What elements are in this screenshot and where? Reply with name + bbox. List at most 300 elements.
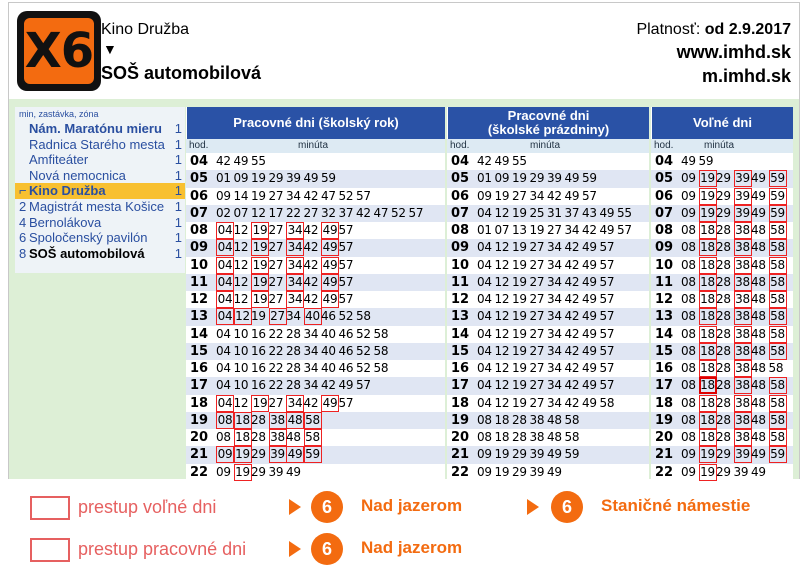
departure-minute[interactable]: 08 <box>681 223 696 237</box>
departure-minute[interactable]: 42 <box>564 309 580 324</box>
departure-minute[interactable]: 27 <box>303 205 319 220</box>
departure-minute[interactable]: 08 <box>477 412 492 427</box>
departure-minute[interactable]: 42 <box>564 395 580 410</box>
departure-minute[interactable]: 07 <box>494 223 510 237</box>
departure-minute[interactable]: 08 <box>681 395 696 410</box>
departure-minute[interactable]: 18 <box>494 430 510 444</box>
departure-minute[interactable]: 48 <box>751 412 766 427</box>
departure-minute[interactable]: 58 <box>768 361 784 375</box>
departure-minute[interactable]: 34 <box>547 309 562 324</box>
departure-minute[interactable]: 29 <box>716 447 731 462</box>
departure-minute[interactable]: 55 <box>617 205 632 220</box>
departure-minute[interactable]: 42 <box>303 292 319 306</box>
departure-minute-transfer[interactable]: 58 <box>770 343 785 358</box>
departure-minute[interactable]: 09 <box>477 447 492 462</box>
departure-minute[interactable]: 49 <box>751 171 766 186</box>
departure-minute[interactable]: 48 <box>751 343 766 358</box>
departure-minute-transfer[interactable]: 59 <box>770 188 785 203</box>
departure-minute[interactable]: 49 <box>751 188 766 203</box>
departure-minute[interactable]: 29 <box>716 188 731 203</box>
departure-minute[interactable]: 29 <box>512 464 527 479</box>
departure-minute[interactable]: 29 <box>716 171 731 186</box>
departure-minute[interactable]: 28 <box>512 430 527 444</box>
departure-minute[interactable]: 12 <box>233 292 249 306</box>
departure-minute[interactable]: 42 <box>564 326 580 341</box>
departure-minute[interactable]: 34 <box>286 309 301 324</box>
departure-minute[interactable]: 48 <box>751 361 766 375</box>
departure-minute[interactable]: 28 <box>251 430 266 444</box>
departure-minute[interactable]: 39 <box>286 171 301 186</box>
departure-minute-transfer[interactable]: 49 <box>322 395 338 410</box>
departure-minute[interactable]: 12 <box>494 257 510 272</box>
departure-minute[interactable]: 29 <box>512 447 527 462</box>
departure-minute-transfer[interactable]: 04 <box>217 257 233 272</box>
departure-minute-transfer[interactable]: 59 <box>770 447 785 462</box>
departure-minute[interactable]: 57 <box>582 188 597 203</box>
departure-minute[interactable]: 40 <box>321 343 336 358</box>
departure-minute[interactable]: 08 <box>681 361 696 375</box>
departure-minute[interactable]: 39 <box>733 464 749 479</box>
departure-minute[interactable]: 17 <box>268 205 284 220</box>
departure-minute[interactable]: 19 <box>512 205 527 220</box>
departure-minute[interactable]: 52 <box>338 188 354 203</box>
departure-minute[interactable]: 28 <box>251 412 266 427</box>
departure-minute-transfer[interactable]: 58 <box>770 395 785 410</box>
departure-minute[interactable]: 27 <box>529 274 545 289</box>
departure-minute[interactable]: 19 <box>494 447 510 462</box>
departure-minute[interactable]: 57 <box>599 326 615 341</box>
departure-minute-transfer[interactable]: 04 <box>217 309 233 324</box>
departure-minute[interactable]: 04 <box>477 240 492 255</box>
line-6-badge[interactable]: 6 <box>311 491 343 523</box>
departure-minute[interactable]: 49 <box>582 274 597 289</box>
departure-minute[interactable]: 19 <box>251 309 266 324</box>
departure-minute-transfer[interactable]: 27 <box>270 309 285 324</box>
departure-minute-transfer[interactable]: 38 <box>270 412 285 427</box>
departure-minute-transfer[interactable]: 58 <box>770 326 785 341</box>
departure-minute[interactable]: 46 <box>338 343 354 358</box>
departure-minute[interactable]: 57 <box>599 309 615 324</box>
departure-minute[interactable]: 59 <box>564 447 580 462</box>
departure-minute[interactable]: 28 <box>716 292 731 306</box>
departure-minute[interactable]: 09 <box>681 171 696 186</box>
departure-minute[interactable]: 57 <box>356 378 371 393</box>
departure-minute[interactable]: 09 <box>216 188 231 203</box>
departure-minute-transfer[interactable]: 19 <box>700 464 715 479</box>
departure-minute[interactable]: 04 <box>477 395 492 410</box>
departure-minute[interactable]: 08 <box>681 378 696 393</box>
departure-minute-transfer[interactable]: 40 <box>305 309 320 324</box>
departure-minute-transfer[interactable]: 19 <box>700 188 715 203</box>
departure-minute[interactable]: 08 <box>681 430 696 444</box>
departure-minute[interactable]: 42 <box>564 378 580 393</box>
departure-minute[interactable]: 16 <box>251 378 266 393</box>
departure-minute[interactable]: 49 <box>547 447 562 462</box>
departure-minute-transfer[interactable]: 38 <box>735 395 750 410</box>
departure-minute-transfer[interactable]: 38 <box>735 378 750 393</box>
departure-minute[interactable]: 08 <box>681 292 696 306</box>
departure-minute[interactable]: 55 <box>512 154 527 168</box>
departure-minute[interactable]: 42 <box>564 274 580 289</box>
departure-minute[interactable]: 39 <box>529 464 545 479</box>
departure-minute[interactable]: 07 <box>233 205 249 220</box>
departure-minute[interactable]: 09 <box>494 171 510 186</box>
departure-minute[interactable]: 57 <box>599 343 615 358</box>
departure-minute[interactable]: 52 <box>338 309 354 324</box>
departure-minute[interactable]: 19 <box>512 309 527 324</box>
departure-minute[interactable]: 34 <box>529 188 545 203</box>
departure-minute[interactable]: 12 <box>233 223 249 237</box>
stop-item[interactable] <box>15 152 185 168</box>
departure-minute[interactable]: 28 <box>716 378 731 393</box>
line-6-badge[interactable]: 6 <box>311 533 343 565</box>
departure-minute[interactable]: 08 <box>681 309 696 324</box>
line-6-badge[interactable]: 6 <box>551 491 583 523</box>
departure-minute-transfer[interactable]: 18 <box>700 326 715 341</box>
departure-minute[interactable]: 48 <box>751 274 766 289</box>
departure-minute[interactable]: 42 <box>216 154 231 168</box>
departure-minute-transfer[interactable]: 38 <box>735 292 750 306</box>
departure-minute-transfer[interactable]: 19 <box>252 395 268 410</box>
departure-minute[interactable]: 49 <box>599 223 615 237</box>
departure-minute[interactable]: 01 <box>216 171 231 186</box>
departure-minute[interactable]: 42 <box>564 343 580 358</box>
departure-minute-transfer[interactable]: 19 <box>252 257 268 272</box>
departure-minute[interactable]: 29 <box>251 464 266 479</box>
departure-minute[interactable]: 40 <box>321 326 336 341</box>
departure-minute[interactable]: 12 <box>494 292 510 306</box>
stop-item[interactable] <box>15 137 185 153</box>
departure-minute[interactable]: 28 <box>716 240 731 255</box>
departure-minute[interactable]: 19 <box>512 395 527 410</box>
departure-minute[interactable]: 19 <box>512 292 527 306</box>
stop-item[interactable] <box>15 215 185 231</box>
departure-minute[interactable]: 09 <box>477 188 492 203</box>
departure-minute[interactable]: 19 <box>512 274 527 289</box>
departure-minute[interactable]: 19 <box>512 240 527 255</box>
departure-minute[interactable]: 49 <box>582 240 597 255</box>
departure-minute-transfer[interactable]: 34 <box>287 395 303 410</box>
departure-minute-transfer[interactable]: 49 <box>322 223 338 237</box>
departure-minute[interactable]: 08 <box>681 240 696 255</box>
departure-minute[interactable]: 38 <box>529 430 545 444</box>
departure-minute-transfer[interactable]: 18 <box>700 343 715 358</box>
departure-minute[interactable]: 49 <box>582 257 597 272</box>
departure-minute-transfer[interactable]: 04 <box>217 240 233 255</box>
departure-minute[interactable]: 13 <box>512 223 527 237</box>
departure-minute[interactable]: 28 <box>716 430 731 444</box>
departure-minute-transfer[interactable]: 38 <box>270 430 285 444</box>
departure-minute[interactable]: 48 <box>547 412 562 427</box>
departure-minute[interactable]: 04 <box>477 361 492 375</box>
departure-minute[interactable]: 49 <box>599 205 615 220</box>
departure-minute-transfer[interactable]: 38 <box>735 430 750 444</box>
departure-minute-transfer[interactable]: 04 <box>217 223 233 237</box>
departure-minute-transfer[interactable]: 19 <box>235 447 250 462</box>
departure-minute[interactable]: 16 <box>251 343 266 358</box>
departure-minute[interactable]: 27 <box>529 309 545 324</box>
departure-minute[interactable]: 49 <box>582 361 597 375</box>
departure-minute[interactable]: 48 <box>751 395 766 410</box>
departure-minute[interactable]: 28 <box>716 257 731 272</box>
departure-minute-transfer[interactable]: 18 <box>700 378 715 393</box>
departure-minute[interactable]: 48 <box>286 430 301 444</box>
departure-minute[interactable]: 12 <box>251 205 266 220</box>
departure-minute[interactable]: 34 <box>547 343 562 358</box>
departure-minute[interactable]: 27 <box>529 326 545 341</box>
departure-minute[interactable]: 49 <box>494 154 510 168</box>
website-link[interactable]: www.imhd.sk <box>676 42 791 62</box>
departure-minute[interactable]: 12 <box>233 240 249 255</box>
departure-minute-transfer[interactable]: 18 <box>700 257 715 272</box>
departure-minute-transfer[interactable]: 18 <box>235 412 250 427</box>
departure-minute[interactable]: 04 <box>477 378 492 393</box>
departure-minute[interactable]: 49 <box>233 154 249 168</box>
departure-minute[interactable]: 49 <box>582 309 597 324</box>
departure-minute-transfer[interactable]: 59 <box>770 205 785 220</box>
departure-minute-transfer[interactable]: 38 <box>735 326 750 341</box>
departure-minute[interactable]: 49 <box>582 326 597 341</box>
departure-minute[interactable]: 27 <box>268 257 284 272</box>
transfer-destination[interactable]: Nad jazerom <box>361 496 463 515</box>
departure-minute-transfer[interactable]: 19 <box>252 292 268 306</box>
departure-minute[interactable]: 39 <box>268 464 284 479</box>
departure-minute[interactable]: 08 <box>681 257 696 272</box>
departure-minute[interactable]: 27 <box>268 292 284 306</box>
departure-minute[interactable]: 42 <box>564 361 580 375</box>
departure-minute[interactable]: 34 <box>286 188 301 203</box>
departure-minute[interactable]: 27 <box>268 395 284 410</box>
departure-minute[interactable]: 58 <box>564 412 580 427</box>
departure-minute-transfer[interactable]: 19 <box>235 464 250 479</box>
departure-minute[interactable]: 27 <box>268 274 284 289</box>
departure-minute-transfer[interactable]: 38 <box>735 412 750 427</box>
departure-minute-transfer[interactable]: 12 <box>235 309 250 324</box>
departure-minute[interactable]: 27 <box>529 240 545 255</box>
departure-minute[interactable]: 32 <box>321 205 336 220</box>
stop-item[interactable] <box>15 199 185 215</box>
departure-minute[interactable]: 28 <box>286 378 301 393</box>
departure-minute[interactable]: 18 <box>494 412 510 427</box>
current-stop[interactable] <box>15 183 185 199</box>
departure-minute-transfer[interactable]: 18 <box>700 395 715 410</box>
departure-minute[interactable]: 42 <box>564 292 580 306</box>
departure-minute-transfer[interactable]: 39 <box>735 188 750 203</box>
departure-minute-transfer[interactable]: 58 <box>770 378 785 393</box>
departure-minute-transfer[interactable]: 18 <box>700 223 715 237</box>
departure-minute-transfer[interactable]: 18 <box>700 292 715 306</box>
departure-minute[interactable]: 42 <box>303 274 319 289</box>
departure-minute[interactable]: 34 <box>547 257 562 272</box>
departure-minute-transfer[interactable]: 18 <box>700 361 715 375</box>
departure-minute[interactable]: 55 <box>251 154 266 168</box>
departure-minute-transfer[interactable]: 58 <box>770 309 785 324</box>
departure-minute[interactable]: 19 <box>251 188 266 203</box>
departure-minute[interactable]: 28 <box>716 395 731 410</box>
departure-minute[interactable]: 29 <box>268 171 284 186</box>
departure-minute[interactable]: 31 <box>547 205 562 220</box>
departure-minute[interactable]: 28 <box>512 412 527 427</box>
departure-minute[interactable]: 09 <box>681 205 696 220</box>
departure-minute[interactable]: 49 <box>547 464 562 479</box>
departure-minute-transfer[interactable]: 39 <box>270 447 285 462</box>
departure-minute-transfer[interactable]: 49 <box>322 292 338 306</box>
departure-minute-transfer[interactable]: 39 <box>735 205 750 220</box>
departure-minute[interactable]: 49 <box>286 464 301 479</box>
departure-minute-transfer[interactable]: 08 <box>217 412 233 427</box>
departure-minute[interactable]: 58 <box>373 326 389 341</box>
departure-minute-transfer[interactable]: 58 <box>770 257 785 272</box>
departure-minute[interactable]: 34 <box>547 274 562 289</box>
departure-minute-transfer[interactable]: 34 <box>287 292 303 306</box>
departure-minute[interactable]: 57 <box>338 274 354 289</box>
departure-minute-transfer[interactable]: 34 <box>287 274 303 289</box>
departure-minute[interactable]: 57 <box>599 378 615 393</box>
departure-minute[interactable]: 19 <box>494 188 510 203</box>
departure-minute-transfer[interactable]: 19 <box>252 274 268 289</box>
departure-minute[interactable]: 59 <box>698 154 714 168</box>
departure-minute-transfer[interactable]: 04 <box>217 274 233 289</box>
departure-minute-transfer[interactable]: 04 <box>217 395 233 410</box>
departure-minute[interactable]: 09 <box>216 464 231 479</box>
departure-minute[interactable]: 10 <box>233 378 249 393</box>
departure-minute[interactable]: 04 <box>477 326 492 341</box>
departure-minute[interactable]: 19 <box>494 464 510 479</box>
departure-minute[interactable]: 29 <box>529 171 545 186</box>
departure-minute[interactable]: 04 <box>477 343 492 358</box>
departure-minute-transfer[interactable]: 58 <box>770 240 785 255</box>
departure-minute[interactable]: 19 <box>251 171 266 186</box>
departure-minute-transfer[interactable]: 38 <box>735 223 750 237</box>
departure-minute[interactable]: 27 <box>268 223 284 237</box>
departure-minute[interactable]: 49 <box>582 292 597 306</box>
departure-minute[interactable]: 04 <box>216 361 231 375</box>
departure-minute[interactable]: 48 <box>751 326 766 341</box>
departure-minute[interactable]: 57 <box>599 292 615 306</box>
departure-minute[interactable]: 52 <box>356 326 371 341</box>
departure-minute[interactable]: 28 <box>716 361 731 375</box>
departure-minute-transfer[interactable]: 49 <box>322 240 338 255</box>
departure-minute[interactable]: 10 <box>233 326 249 341</box>
departure-minute[interactable]: 12 <box>494 378 510 393</box>
departure-minute[interactable]: 12 <box>233 274 249 289</box>
departure-minute-transfer[interactable]: 18 <box>700 412 715 427</box>
departure-minute[interactable]: 04 <box>477 292 492 306</box>
departure-minute[interactable]: 04 <box>477 257 492 272</box>
departure-minute[interactable]: 57 <box>599 240 615 255</box>
departure-minute[interactable]: 19 <box>512 171 527 186</box>
departure-minute[interactable]: 12 <box>233 395 249 410</box>
departure-minute[interactable]: 42 <box>582 223 597 237</box>
departure-minute[interactable]: 01 <box>477 223 492 237</box>
departure-minute[interactable]: 19 <box>512 343 527 358</box>
departure-minute[interactable]: 49 <box>582 395 597 410</box>
departure-minute[interactable]: 37 <box>338 205 354 220</box>
departure-minute[interactable]: 16 <box>251 361 266 375</box>
departure-minute[interactable]: 58 <box>373 361 389 375</box>
departure-minute[interactable]: 19 <box>512 326 527 341</box>
departure-minute[interactable]: 48 <box>751 378 766 393</box>
departure-minute-transfer[interactable]: 19 <box>700 447 715 462</box>
departure-minute[interactable]: 34 <box>303 361 319 375</box>
departure-minute[interactable]: 22 <box>268 326 284 341</box>
departure-minute[interactable]: 39 <box>547 171 562 186</box>
departure-minute[interactable]: 02 <box>216 205 231 220</box>
departure-minute[interactable]: 28 <box>716 343 731 358</box>
departure-minute[interactable]: 46 <box>338 361 354 375</box>
departure-minute-transfer[interactable]: 58 <box>770 292 785 306</box>
departure-minute-transfer[interactable]: 38 <box>735 240 750 255</box>
departure-minute[interactable]: 12 <box>494 361 510 375</box>
departure-minute[interactable]: 42 <box>356 205 371 220</box>
departure-minute[interactable]: 12 <box>494 343 510 358</box>
departure-minute-transfer[interactable]: 38 <box>735 309 750 324</box>
departure-minute[interactable]: 04 <box>477 274 492 289</box>
departure-minute-transfer[interactable]: 39 <box>735 447 750 462</box>
departure-minute[interactable]: 34 <box>547 326 562 341</box>
departure-minute[interactable]: 57 <box>338 292 354 306</box>
departure-minute[interactable]: 27 <box>529 395 545 410</box>
departure-minute[interactable]: 27 <box>512 188 527 203</box>
departure-minute[interactable]: 40 <box>321 361 336 375</box>
transfer-destination[interactable]: Nad jazerom <box>361 538 463 557</box>
departure-minute[interactable]: 34 <box>303 343 319 358</box>
departure-minute[interactable]: 08 <box>216 430 231 444</box>
departure-minute[interactable]: 25 <box>529 205 545 220</box>
departure-minute-transfer[interactable]: 19 <box>252 223 268 237</box>
departure-minute[interactable]: 04 <box>477 309 492 324</box>
stop-item[interactable] <box>15 121 185 137</box>
departure-minute[interactable]: 49 <box>564 171 580 186</box>
departure-minute[interactable]: 09 <box>681 188 696 203</box>
departure-minute[interactable]: 59 <box>582 171 597 186</box>
stop-item[interactable] <box>15 168 185 184</box>
departure-minute[interactable]: 08 <box>681 274 696 289</box>
departure-minute[interactable]: 52 <box>356 343 371 358</box>
departure-minute[interactable]: 28 <box>716 223 731 237</box>
transfer-destination[interactable]: Staničné námestie <box>601 496 751 515</box>
departure-minute[interactable]: 42 <box>303 240 319 255</box>
departure-minute[interactable]: 39 <box>529 447 545 462</box>
departure-minute-transfer[interactable]: 49 <box>322 274 338 289</box>
departure-minute[interactable]: 27 <box>529 257 545 272</box>
departure-minute[interactable]: 22 <box>268 378 284 393</box>
departure-minute[interactable]: 04 <box>216 378 231 393</box>
departure-minute[interactable]: 27 <box>529 343 545 358</box>
departure-minute[interactable]: 28 <box>716 326 731 341</box>
departure-minute[interactable]: 42 <box>477 154 492 168</box>
departure-minute[interactable]: 49 <box>303 171 319 186</box>
departure-minute-transfer[interactable]: 58 <box>770 412 785 427</box>
departure-minute-transfer[interactable]: 58 <box>770 223 785 237</box>
departure-minute[interactable]: 49 <box>751 205 766 220</box>
departure-minute-transfer[interactable]: 18 <box>700 240 715 255</box>
departure-minute[interactable]: 57 <box>338 223 354 237</box>
departure-minute[interactable]: 08 <box>681 412 696 427</box>
departure-minute[interactable]: 34 <box>564 223 580 237</box>
departure-minute[interactable]: 49 <box>582 343 597 358</box>
departure-minute[interactable]: 28 <box>286 343 301 358</box>
departure-minute[interactable]: 28 <box>286 361 301 375</box>
departure-minute[interactable]: 58 <box>564 430 580 444</box>
departure-minute[interactable]: 48 <box>751 240 766 255</box>
departure-minute[interactable]: 12 <box>494 240 510 255</box>
departure-minute[interactable]: 48 <box>751 292 766 306</box>
departure-minute-transfer[interactable]: 19 <box>700 205 715 220</box>
departure-minute[interactable]: 42 <box>321 378 336 393</box>
departure-minute[interactable]: 08 <box>681 343 696 358</box>
departure-minute[interactable]: 42 <box>303 395 319 410</box>
